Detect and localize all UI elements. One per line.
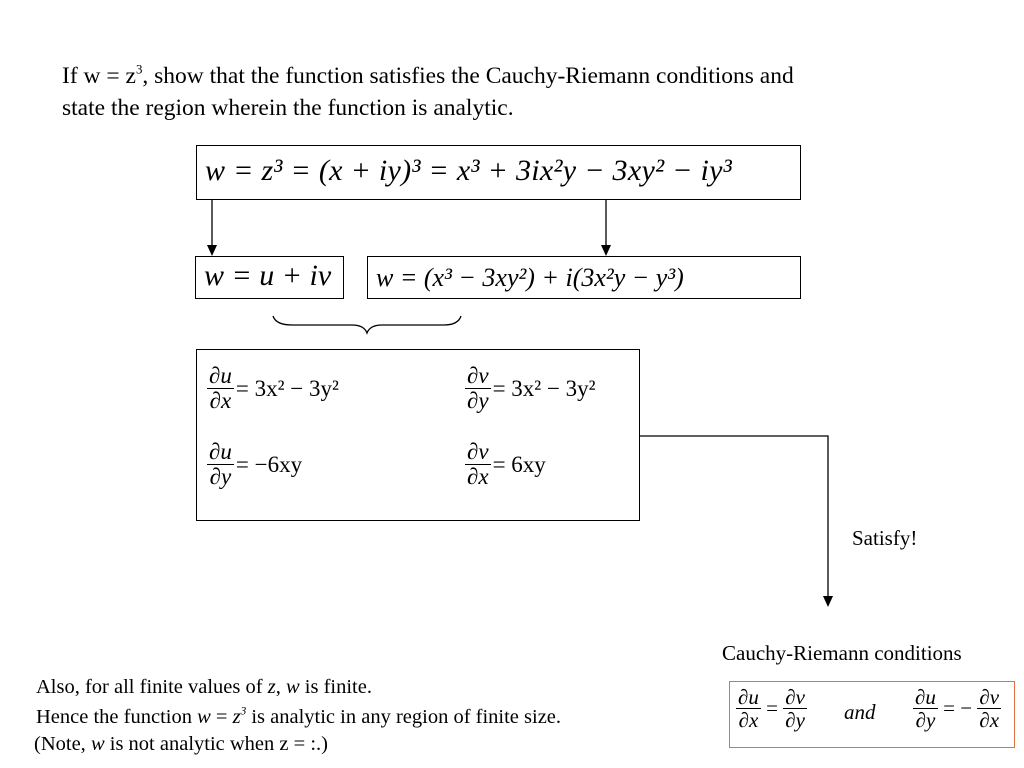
- du-dy-equation: $\frac{\partial u}{\partial y}$ = −6xy: [209, 439, 303, 490]
- brace: [273, 316, 461, 333]
- satisfy-connector: [640, 436, 828, 597]
- conclusion-line-1: Also, for all finite values of z, w is finite.: [36, 676, 372, 698]
- cr-title: Cauchy-Riemann conditions: [722, 641, 962, 665]
- dv-dx-equation: $\frac{\partial v}{\partial x}$ = 6xy: [467, 439, 546, 490]
- cr-conditions-box: [729, 681, 1015, 748]
- cr-equation-1: $\frac{\partial u}{\partial x}$ = $\frac{\partial v}{\partial y}$: [738, 685, 805, 733]
- cr-equation-2: $\frac{\partial u}{\partial y}$ = − $\frac{\partial v}{\partial x}$: [915, 685, 1000, 733]
- du-dx-equation: $\frac{\partial u}{\partial x}$ = 3x² − 3y²: [209, 363, 339, 414]
- problem-line-2: state the region wherein the function is analytic.: [62, 95, 514, 121]
- general-form-equation: w = u + iv: [204, 259, 332, 292]
- conclusion-line-3: (Note, w is not analytic when z = :.): [34, 733, 328, 755]
- general-form-box: [195, 256, 344, 299]
- split-form-equation: w = (x³ − 3xy²) + i(3x²y − y³): [376, 263, 684, 292]
- derivatives-box: [196, 349, 640, 521]
- conclusion-line-2: Hence the function $w = z^3$ is analytic in any region of finite size.: [36, 705, 562, 728]
- arrowhead-satisfy: [823, 596, 833, 607]
- dv-dy-equation: $\frac{\partial v}{\partial y}$ = 3x² − 3y²: [467, 363, 596, 414]
- problem-line-1: If $w = z^3$, show that the function satisfies the Cauchy-Riemann conditions and: [62, 61, 794, 89]
- arrowhead-right: [601, 245, 611, 256]
- cr-and: and: [844, 700, 876, 724]
- split-form-box: [367, 256, 801, 299]
- satisfy-label: Satisfy!: [852, 526, 918, 550]
- expansion-equation: w = z³ = (x + iy)³ = x³ + 3ix²y − 3xy² − iy³: [205, 154, 733, 187]
- arrowhead-left: [207, 245, 217, 256]
